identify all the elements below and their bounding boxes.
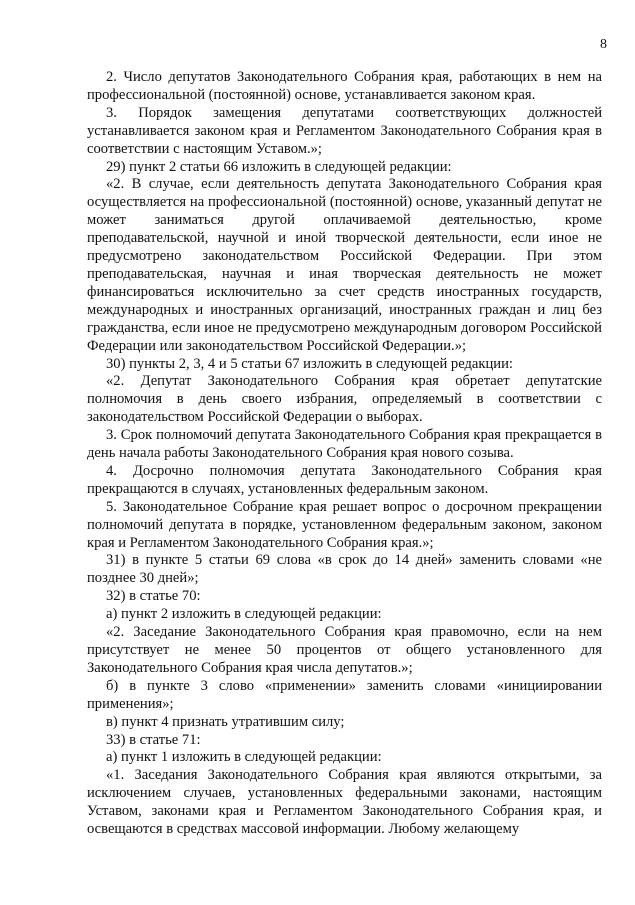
paragraph: 3. Порядок замещения депутатами соответствующих должностей устанавливается законом края и Регламентом Законодательного Собрания края в соответствии с настоящим Уставом.»; (87, 104, 602, 157)
paragraph: «2. В случае, если деятельность депутата Законодательного Собрания края осуществляется на профессиональной (постоянной) основе, указанный депутат не может заниматься другой оплачиваемой деятельностью, кроме преподавательской, научной и иной творческой деятельности, если иное не предусмотрено законодательством Российской Федерации. При этом преподавательская, научная и иная творческая деятельность не может финансироваться исключительно за счет средств иностранных государств, международных и иностранных организаций, иностранных граждан и лиц без гражданства, если иное не предусмотрено международным договором Российской Федерации или законодательством Российской Федерации.»; (87, 176, 602, 354)
document-body (87, 69, 602, 839)
paragraph: 4. Досрочно полномочия депутата Законодательного Собрания края прекращаются в случаях, установленных федеральным законом. (87, 462, 602, 497)
paragraph: в) пункт 4 признать утратившим силу; (106, 713, 345, 730)
paragraph: а) пункт 1 изложить в следующей редакции: (106, 749, 382, 766)
paragraph: 29) пункт 2 статьи 66 изложить в следующей редакции: (106, 158, 452, 175)
paragraph: а) пункт 2 изложить в следующей редакции: (106, 606, 382, 623)
paragraph: 33) в статье 71: (106, 731, 201, 748)
paragraph: «1. Заседания Законодательного Собрания края являются открытыми, за исключением случаев, установленных федеральными законами, настоящим Уставом, законами края и Регламентом Законодательного Собрания края, и освещаются в средствах массовой информации. Любому желающему (87, 767, 602, 838)
paragraph: 3. Срок полномочий депутата Законодательного Собрания края прекращается в день начала работы Законодательного Собрания края нового созыва. (87, 427, 602, 462)
paragraph: б) в пункте 3 слово «применении» заменить словами «инициировании применения»; (87, 677, 602, 712)
paragraph: 32) в статье 70: (106, 588, 201, 605)
paragraph: 5. Законодательное Собрание края решает вопрос о досрочном прекращении полномочий депутата в порядке, установленном федеральным законом, законом края и Регламентом Законодательного Собрания края.»; (87, 498, 602, 551)
paragraph: 2. Число депутатов Законодательного Собрания края, работающих в нем на профессиональной (постоянной) основе, устанавливается законом края. (87, 69, 602, 103)
paragraph: 31) в пункте 5 статьи 69 слова «в срок до 14 дней» заменить словами «не позднее 30 дней»; (87, 552, 602, 587)
paragraph: 30) пункты 2, 3, 4 и 5 статьи 67 изложить в следующей редакции: (106, 355, 513, 372)
paragraph: «2. Заседание Законодательного Собрания края правомочно, если на нем присутствует не менее 50 процентов от общего установленного для Законодательного Собрания края числа депутатов.»; (87, 624, 602, 676)
page-number: 8 (600, 37, 607, 52)
paragraph: «2. Депутат Законодательного Собрания края обретает депутатские полномочия в день своего избрания, определяемый в соответствии с законодательством Российской Федерации о выборах. (87, 373, 602, 426)
